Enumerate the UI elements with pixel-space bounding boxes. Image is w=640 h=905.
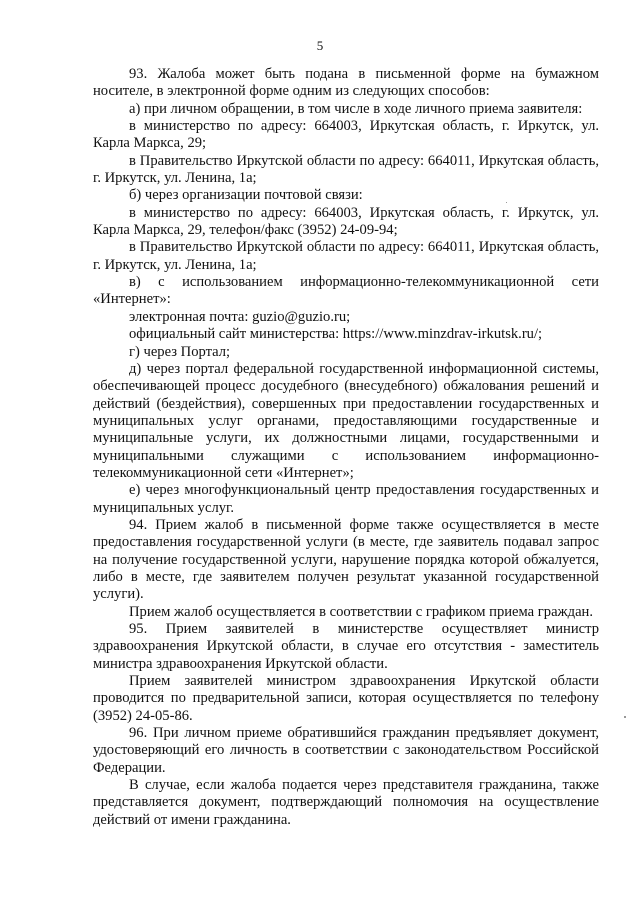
paragraph-item-a: а) при личном обращении, в том числе в ходе личного приема заявителя:	[129, 100, 583, 117]
paragraph-government-address: в Правительство Иркутской области по адресу: 664011, Иркутская область, г. Иркутск, ул. Ленина, 1а;	[93, 152, 599, 187]
paragraph-93: 93. Жалоба может быть подана в письменной форме на бумажном носителе, в электронной форме одним из следующих способов:	[93, 66, 599, 100]
paragraph-item-e: е) через многофункциональный центр предоставления государственных и муниципальных услуг.	[93, 482, 599, 516]
paragraph-94: 94. Прием жалоб в письменной форме также осуществляется в месте предоставления государственной услуги (в месте, где заявитель подавал запрос на получение государственной услуги, нарушение порядка которой обжалуется, либо в месте, где заявителем получен результат указанной государственной услуги).	[93, 516, 599, 603]
paragraph-ministry-postal-address: в министерство по адресу: 664003, Иркутская область, г. Иркутск, ул. Карла Маркса, 29, телефон/факс (3952) 24-09-94;	[93, 204, 599, 239]
paragraph-96: 96. При личном приеме обратившийся гражданин предъявляет документ, удостоверяющий его личность в соответствии с законодательством Российской Федерации.	[93, 725, 599, 776]
scan-speck	[624, 716, 626, 718]
scan-speck	[506, 202, 507, 203]
paragraph-schedule: Прием жалоб осуществляется в соответствии с графиком приема граждан.	[129, 603, 593, 620]
paragraph-government-postal-address: в Правительство Иркутской области по адресу: 664011, Иркутская область, г. Иркутск, ул. Ленина, 1а;	[93, 239, 599, 273]
paragraph-email: электронная почта: guzio@guzio.ru;	[129, 308, 351, 325]
paragraph-representative: В случае, если жалоба подается через представителя гражданина, также представляется документ, подтверждающий полномочия на осуществление действий от имени гражданина.	[93, 777, 599, 828]
paragraph-item-b: б) через организации почтовой связи:	[129, 187, 363, 204]
paragraph-item-g: г) через Портал;	[129, 343, 231, 360]
paragraph-ministry-address: в министерство по адресу: 664003, Иркутская область, г. Иркутск, ул. Карла Маркса, 29;	[93, 118, 599, 152]
paragraph-website: официальный сайт министерства: https://www.minzdrav-irkutsk.ru/;	[129, 326, 543, 343]
paragraph-item-v: в) с использованием информационно-телекоммуникационной сети «Интернет»:	[93, 274, 599, 308]
paragraph-appointment: Прием заявителей министром здравоохранения Иркутской области проводится по предварительной записи, которая осуществляется по телефону (3952) 24-05-86.	[93, 673, 599, 724]
paragraph-95: 95. Прием заявителей в министерстве осуществляет министр здравоохранения Иркутской области, в случае его отсутствия - заместитель министра здравоохранения Иркутской области.	[93, 621, 599, 672]
page-number: 5	[316, 38, 324, 53]
document-body	[93, 66, 599, 829]
paragraph-item-d: д) через портал федеральной государственной информационной системы, обеспечивающей процесс досудебного (внесудебного) обжалования решений и действий (бездействия), совершенных при предоставлении государственных и муниципальных услуг органами, предоставляющими государственные и муниципальные услуги, их должностными лицами, государственными и муниципальными служащими с использованием информационно-телекоммуникационной сети «Интернет»;	[93, 360, 599, 481]
